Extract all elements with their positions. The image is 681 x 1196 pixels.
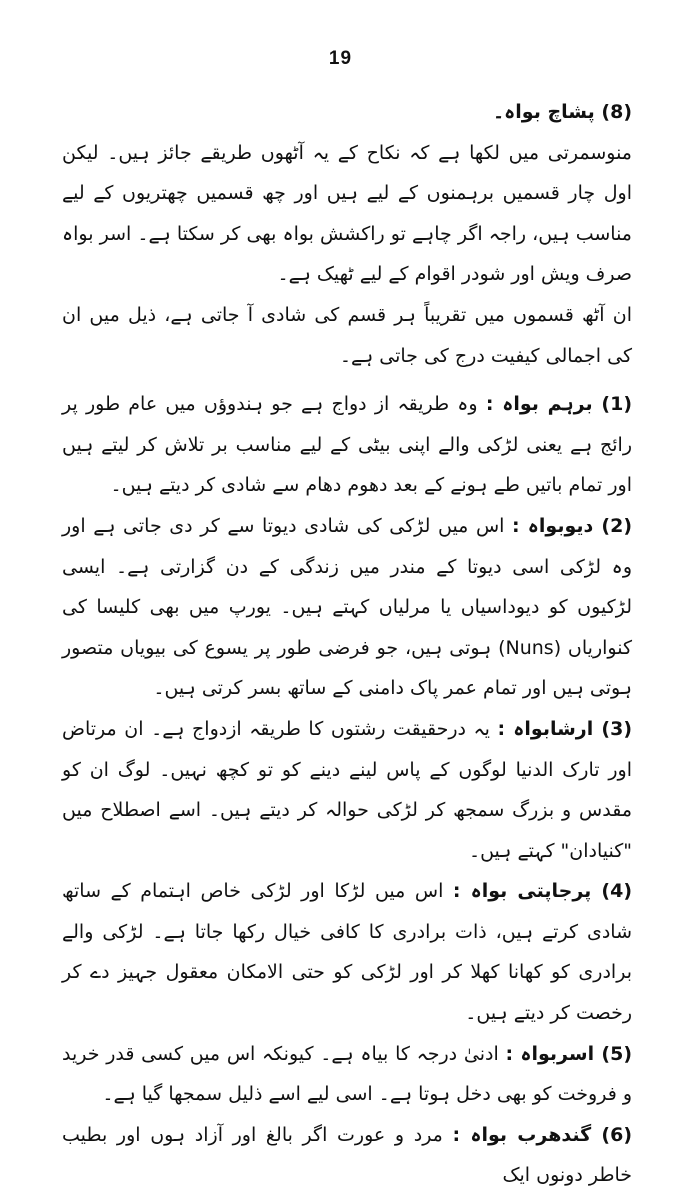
paragraph-3-arsha	[62, 709, 632, 871]
paragraph-8-pishach	[62, 92, 632, 133]
paragraph-lead: (4) پرجاپتی بواہ :	[452, 880, 632, 903]
paragraph-lead: (3) ارشابواہ :	[497, 717, 632, 740]
paragraph-lead: (5) اسربواہ :	[505, 1042, 632, 1065]
paragraph-text: مرد و عورت اگر بالغ اور آزاد ہوں اور بطیب خاطر دونوں ایک	[62, 1123, 632, 1187]
paragraph-5-asur	[62, 1034, 632, 1115]
paragraph-text: ادنیٰ درجہ کا بیاہ ہے۔ کیونکہ اس میں کسی قدر خرید و فروخت کو بھی دخل ہوتا ہے۔ اسی لیے اسے ذلیل سمجھا گیا ہے۔	[62, 1042, 632, 1106]
paragraph-text: اس میں لڑکی کی شادی دیوتا سے کر دی جاتی ہے اور وہ لڑکی اسی دیوتا کے مندر میں زندگی کے دن گزارتی ہے۔ ایسی لڑکیوں کو دیوداسیاں یا مرلیاں کہتے ہیں۔ یورپ میں بھی کلیسا کی کنواریاں (Nuns) ہوتی ہیں، جو فرضی طور پر یسوع کی بیویاں متصور ہوتی ہیں اور تمام عمر پاک دامنی کے ساتھ بسر کرتی ہیں۔	[62, 514, 632, 700]
paragraph-manusmriti	[62, 133, 632, 295]
paragraph-text: یہ درحقیقت رشتوں کا طریقہ ازدواج ہے۔ ان مرتاض اور تارک الدنیا لوگوں کے پاس لینے دینے کو تو کچھ نہیں۔ لوگ ان کو مقدس و بزرگ سمجھ کر لڑکی حوالہ کر دیتے ہیں۔ اسے اصطلاح میں "کنیادان" کہتے ہیں۔	[62, 717, 632, 862]
paragraph-2-dev	[62, 506, 632, 709]
paragraph-text: منوسمرتی میں لکھا ہے کہ نکاح کے یہ آٹھوں طریقے جائز ہیں۔ لیکن اول چار قسمیں برہمنوں کے لیے ہیں اور چھ قسمیں چھتریوں کے لیے مناسب ہیں، راجہ اگر چاہے تو راکشش بواہ بھی کر سکتا ہے۔ اسر بواہ صرف ویش اور شودر اقوام کے لیے ٹھیک ہے۔	[62, 141, 632, 286]
paragraph-text: اس میں لڑکا اور لڑکی خاص اہتمام کے ساتھ شادی کرتے ہیں، ذات برادری کا کافی خیال رکھا جاتا ہے۔ لڑکی والے برادری کو کھانا کھلا کر اور لڑکی کو حتی الامکان معقول جہیز دے کر رخصت کر دیتے ہیں۔	[62, 880, 632, 1025]
page-number: 19	[328, 48, 353, 69]
paragraph-1-brahm	[62, 384, 632, 506]
paragraph-6-gandharva	[62, 1115, 632, 1196]
page-body	[62, 92, 632, 1196]
paragraph-lead: (2) دیوبواہ :	[512, 514, 633, 537]
paragraph-lead: (1) برہم بواہ :	[485, 393, 633, 416]
paragraph-lead: (6) گندھرب بواہ :	[452, 1123, 632, 1146]
paragraph-text: ان آٹھ قسموں میں تقریباً ہر قسم کی شادی آ جاتی ہے، ذیل میں ان کی اجمالی کیفیت درج کی جاتی ہے۔	[62, 303, 632, 367]
paragraph-4-prajapati	[62, 871, 632, 1033]
paragraph-text: وہ طریقہ از دواج ہے جو ہندوؤں میں عام طور پر رائج ہے یعنی لڑکی والے اپنی بیٹی کے لیے مناسب بر تلاش کر لیتے ہیں اور تمام باتیں طے ہونے کے بعد دھوم دھام سے شادی کر دیتے ہیں۔	[62, 393, 632, 497]
paragraph-summary-intro	[62, 295, 632, 376]
paragraph-lead: (8) پشاچ بواہ۔	[493, 101, 632, 123]
